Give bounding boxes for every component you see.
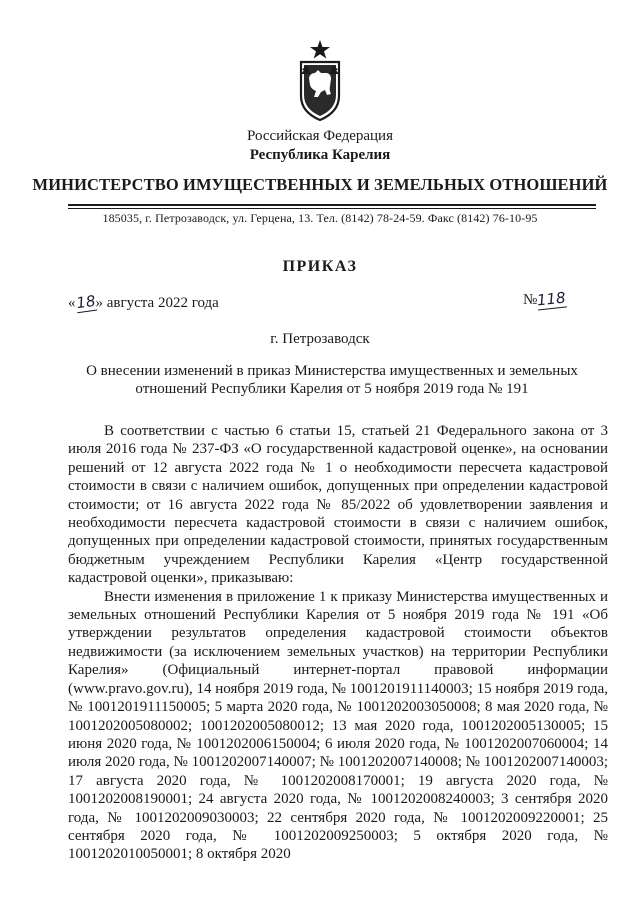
document-subject: О внесении изменений в приказ Министерства имущественных и земельных отношений Республики Карелия от 5 ноября 2019 года № 191 [86, 363, 578, 397]
header-divider-thin [68, 208, 596, 209]
header-divider [68, 204, 596, 206]
coat-of-arms-icon [296, 40, 344, 122]
body-paragraph: В соответствии с частью 6 статьи 15, статьей 21 Федерального закона от 3 июля 2016 года № 237-ФЗ «О государственной кадастровой оценке», на основании решений от 12 августа 2022 года № 1 о необходимости пересчета кадастровой стоимости в связи с наличием ошибок, допущенных при определении кадастровой стоимости; от 16 августа 2022 года № 85/2022 об удовлетворении заявления и необходимости пересчета кадастровой стоимости в связи с наличием ошибок, допущенных при определении кадастровой стоимости, принятых государственным бюджетным учреждением Республики Карелия «Центр государственной кадастровой оценки», приказываю: [68, 423, 608, 587]
body-paragraph: Внести изменения в приложение 1 к приказу Министерства имущественных и земельных отношений Республики Карелия от 5 ноября 2019 года № 191 «Об утверждении результатов определения кадастровой стоимости объектов недвижимости (за исключением земельных участков) на территории Республики Карелия» (Официальный интернет-портал правовой информации (www.pravo.gov.ru), 14 ноября 2019 года, № 1001201911140003; 15 ноября 2019 года, № 1001201911150005; 5 марта 2020 года, № 1001202003050008; 8 мая 2020 года, № 1001202005080002; 1001202005080012; 13 мая 2020 года, 1001202005130005; 15 июня 2020 года, № 1001202006150004; 6 июля 2020 года, № 1001202007060004; 14 июля 2020 года, № 1001202007140007; № 1001202007140008; № 1001202007140003; 17 августа 2020 года, № 1001202008170001; 19 августа 2020 года, № 1001202008190001; 24 августа 2020 года, № 1001202008240003; 3 сентября 2020 года, № 1001202009030003; 22 сентября 2020 года, № 1001202009220001; 25 сентября 2020 года, № 1001202009250003; 5 октября 2020 года, № 1001202010050001; 8 октября 2020 [68, 588, 608, 863]
ministry-name: МИНИСТЕРСТВО ИМУЩЕСТВЕННЫХ И ЗЕМЕЛЬНЫХ ОТНОШЕНИЙ [32, 175, 608, 194]
handwritten-day: 18 [74, 291, 97, 313]
document-body [68, 422, 608, 864]
document-city: г. Петрозаводск [270, 331, 370, 347]
date-rest: » августа 2022 года [95, 295, 219, 311]
handwritten-number: 118 [536, 288, 567, 310]
document-date [68, 293, 219, 312]
star-icon [310, 40, 330, 59]
document-number [523, 290, 566, 309]
country-name: Российская Федерация [247, 128, 393, 144]
document-type: ПРИКАЗ [282, 258, 358, 275]
date-open-quote: « [68, 295, 76, 311]
republic-name: Республика Карелия [249, 147, 391, 163]
ministry-address: 185035, г. Петрозаводск, ул. Герцена, 13. Тел. (8142) 78-24-59. Факс (8142) 76-10-95 [102, 211, 538, 225]
number-label: № [523, 292, 538, 308]
